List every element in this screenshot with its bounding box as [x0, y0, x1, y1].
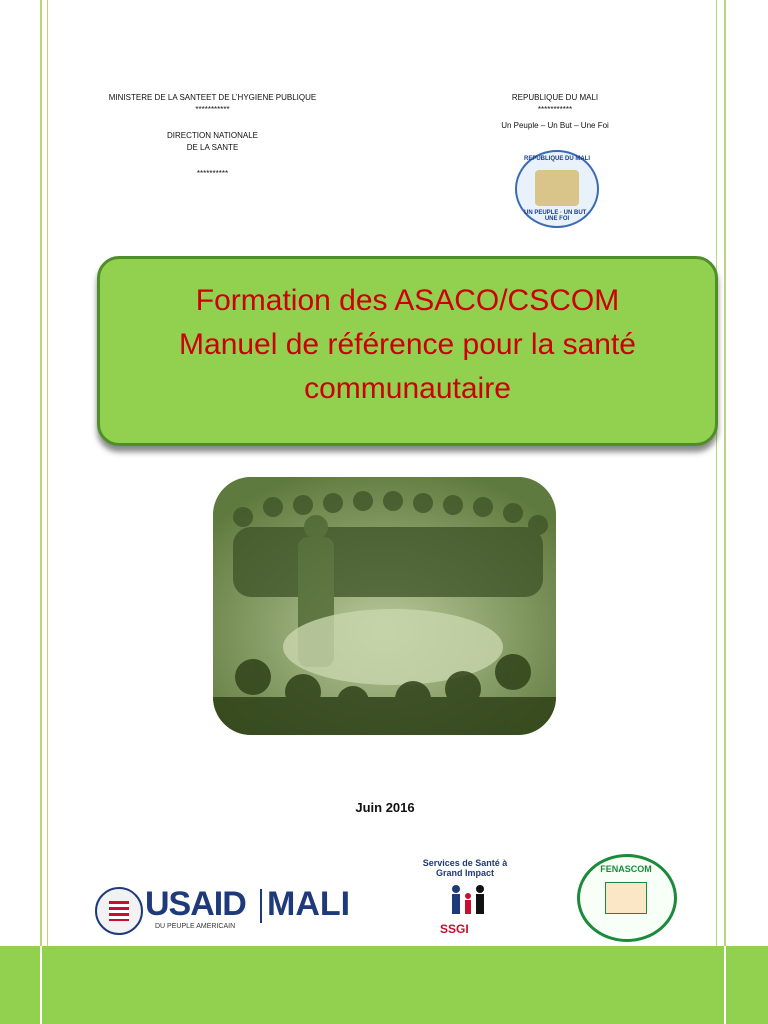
footer-band: [0, 946, 768, 1024]
direction-line-2: DE LA SANTE: [186, 143, 239, 152]
mali-coat-of-arms-seal: [515, 150, 599, 228]
usaid-country: MALI: [267, 885, 351, 923]
fenascom-logo: [575, 852, 677, 940]
title-banner: [97, 256, 718, 446]
title-line-3: communautaire: [304, 372, 511, 405]
seal-emblem-icon: [535, 170, 579, 206]
margin-line-right-outer: [724, 0, 726, 1024]
header-republic: [470, 92, 640, 132]
ssgi-label: SSGI: [440, 922, 469, 936]
direction-line-1: DIRECTION NATIONALE: [167, 131, 258, 140]
title-line-2: Manuel de référence pour la santé: [179, 328, 636, 361]
ssgi-arc-text: Services de Santé à Grand Impact: [422, 858, 508, 878]
ssgi-logo: [410, 858, 522, 942]
seal-top-text: REPUBLIQUE DU MALI: [524, 156, 590, 162]
margin-line-right-inner: [716, 0, 717, 1024]
mali-map-icon: [605, 882, 647, 914]
header-ministry: [95, 92, 330, 180]
national-motto: Un Peuple – Un But – Une Foi: [501, 121, 609, 130]
margin-line-left-inner: [47, 0, 48, 1024]
fenascom-name: FENASCOM: [600, 864, 652, 874]
ministry-name: MINISTERE DE LA SANTEET DE L’HYGIENE PUBLIQUE: [108, 93, 317, 102]
usaid-mali-logo: [95, 885, 365, 937]
illustration-drawing: [213, 477, 556, 735]
usaid-seal-icon: [95, 887, 143, 935]
country-name: REPUBLIQUE DU MALI: [511, 93, 599, 102]
footer-line-right: [724, 946, 726, 1024]
logo-divider: [260, 889, 262, 923]
publication-date: Juin 2016: [355, 800, 415, 815]
seal-bottom-text: UN PEUPLE · UN BUT · UNE FOI: [524, 210, 590, 222]
separator-stars: ***********: [537, 105, 573, 114]
margin-line-left-outer: [40, 0, 42, 1024]
family-icon: [448, 884, 488, 918]
title-line-1: Formation des ASACO/CSCOM: [195, 284, 620, 317]
usaid-tagline: DU PEUPLE AMERICAIN: [155, 923, 236, 930]
community-meeting-illustration: [213, 477, 556, 735]
separator-stars: ***********: [195, 105, 230, 114]
separator-stars: **********: [196, 169, 229, 178]
footer-line-left: [40, 946, 42, 1024]
usaid-wordmark: USAID: [145, 885, 246, 923]
